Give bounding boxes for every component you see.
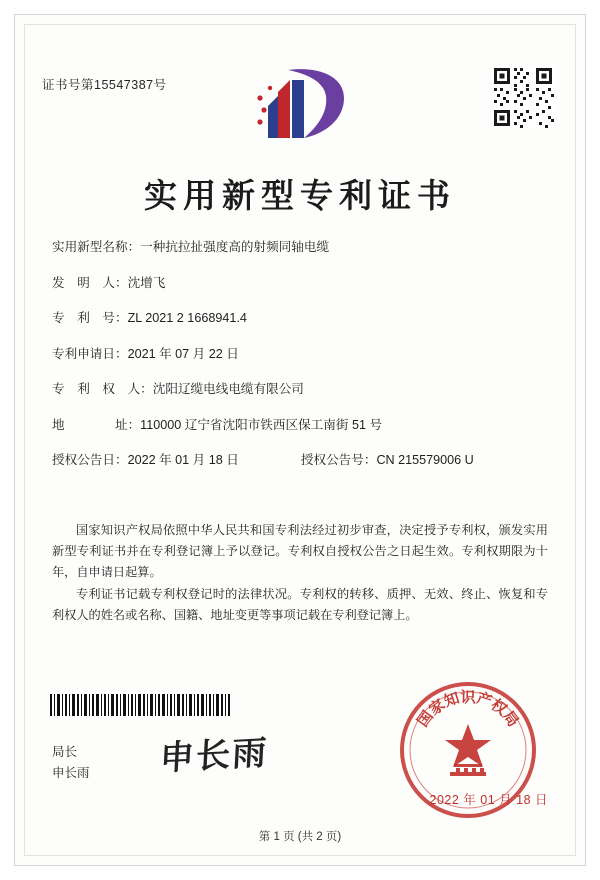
- paragraph-registry-statement: 专利证书记载专利权登记时的法律状况。专利权的转移、质押、无效、终止、恢复和专利权人的姓名或名称、国籍、地址变更等事项记载在专利登记簿上。: [52, 587, 548, 622]
- field-value: 一种抗拉扯强度高的射频同轴电缆: [140, 240, 330, 254]
- field-label: 实用新型名称：: [52, 240, 141, 254]
- handwritten-signature: 申长雨: [158, 733, 270, 779]
- grant-number-value: CN 215579006 U: [376, 453, 474, 467]
- field-patentee: [52, 380, 548, 398]
- grant-date-value: 2022 年 01 月 18 日: [127, 453, 239, 467]
- seal-date: 2022 年 01 月 18 日: [429, 793, 548, 807]
- field-label: 发 明 人：: [52, 275, 128, 290]
- field-utility-model-name: [52, 238, 548, 256]
- page-title: 实用新型专利证书: [144, 176, 456, 215]
- director-name-label: 申长雨: [52, 766, 90, 780]
- seal-text: 国家知识产权局: [413, 688, 523, 731]
- page-footer: 第 1 页 (共 2 页): [258, 831, 342, 843]
- field-value: 沈阳辽缆电线电缆有限公司: [152, 382, 304, 396]
- signature-block: [52, 742, 90, 784]
- field-label: 地 址：: [52, 417, 141, 432]
- field-grant-announcement: [52, 451, 548, 469]
- field-value: 110000 辽宁省沈阳市铁西区保工南街 51 号: [140, 417, 383, 432]
- certificate-fields: [52, 238, 548, 487]
- field-inventor: [52, 274, 548, 292]
- grant-number-label: 授权公告号：: [300, 453, 377, 467]
- barcode-icon: [50, 694, 230, 716]
- field-patent-number: [52, 309, 548, 327]
- field-label: 专 利 号：: [52, 311, 128, 325]
- field-address: [52, 416, 548, 434]
- paragraph-grant-statement: 国家知识产权局依照中华人民共和国专利法经过初步审查，决定授予专利权，颁发实用新型专利证书并在专利登记簿上予以登记。专利权自授权公告之日起生效。专利权期限为十年，自申请日起算。: [52, 523, 548, 579]
- qr-code-icon: [492, 66, 554, 128]
- field-label: 专利申请日：: [52, 346, 128, 361]
- certificate-number: 证书号第15547387号: [42, 78, 167, 92]
- field-application-date: [52, 345, 548, 363]
- cnipa-logo-icon: [248, 62, 352, 146]
- field-label: 专 利 权 人：: [52, 382, 153, 396]
- field-value: 沈增飞: [127, 275, 166, 290]
- grant-date-label: 授权公告日：: [52, 453, 128, 467]
- field-value: 2021 年 07 月 22 日: [127, 346, 239, 361]
- field-value: ZL 2021 2 1668941.4: [127, 311, 247, 325]
- director-title-label: 局长: [52, 745, 78, 759]
